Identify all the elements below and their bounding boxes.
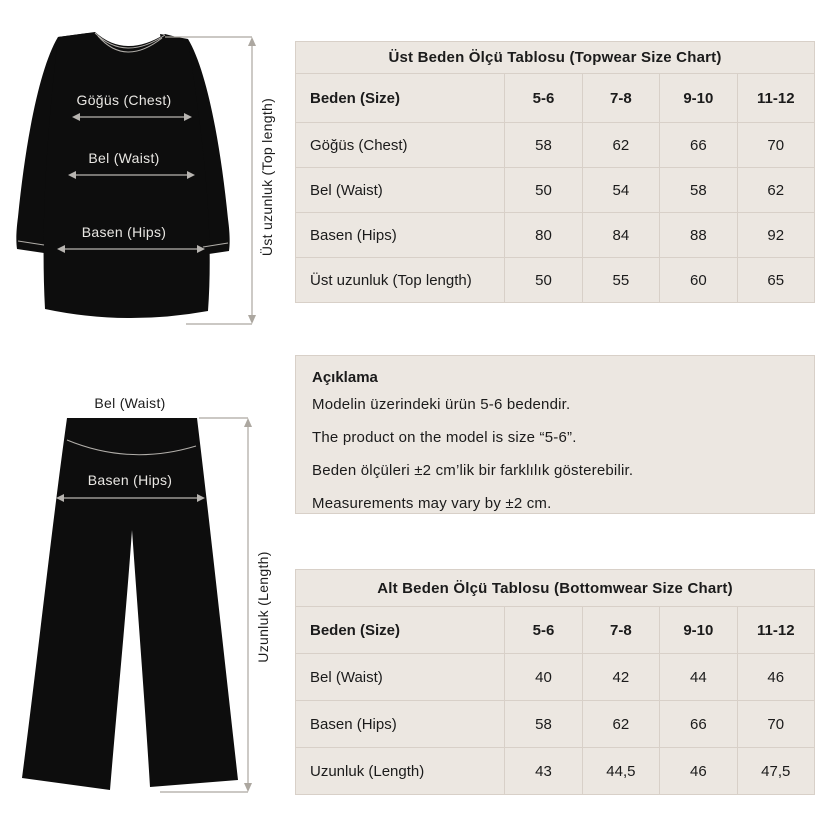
header-cell: 11-12 [737, 74, 814, 122]
value-cell: 44,5 [582, 747, 659, 794]
value-cell: 66 [659, 700, 736, 747]
value-cell: 58 [504, 122, 581, 167]
value-cell: 58 [504, 700, 581, 747]
table-grid [296, 607, 814, 794]
table-title: Üst Beden Ölçü Tablosu (Topwear Size Chart) [296, 42, 814, 74]
header-cell: 11-12 [737, 607, 814, 653]
value-cell: 46 [659, 747, 736, 794]
topwear-illustration [2, 25, 290, 340]
value-cell: 70 [737, 700, 814, 747]
hips-label: Basen (Hips) [81, 224, 167, 240]
note-line: Measurements may vary by ±2 cm. [312, 495, 552, 512]
value-cell: 54 [582, 167, 659, 212]
value-cell: 62 [582, 122, 659, 167]
value-cell: 84 [582, 212, 659, 257]
value-cell: 55 [582, 257, 659, 302]
header-cell: 5-6 [504, 607, 581, 653]
bottomwear-illustration [2, 388, 290, 813]
header-cell: 7-8 [582, 607, 659, 653]
note-box [295, 355, 815, 514]
value-cell: 44 [659, 653, 736, 700]
topwear-size-table [295, 41, 815, 303]
bottomwear-size-table [295, 569, 815, 795]
chest-label: Göğüs (Chest) [76, 92, 172, 108]
header-cell: 5-6 [504, 74, 581, 122]
row-label-cell: Basen (Hips) [296, 700, 504, 747]
row-label-cell: Basen (Hips) [296, 212, 504, 257]
row-label-cell: Üst uzunluk (Top length) [296, 257, 504, 302]
value-cell: 80 [504, 212, 581, 257]
pants-waist-label: Bel (Waist) [94, 395, 166, 411]
value-cell: 40 [504, 653, 581, 700]
row-label-cell: Bel (Waist) [296, 167, 504, 212]
value-cell: 42 [582, 653, 659, 700]
top-length-label: Üst uzunluk (Top length) [259, 97, 275, 257]
pants-hips-label: Basen (Hips) [87, 472, 173, 488]
value-cell: 47,5 [737, 747, 814, 794]
value-cell: 62 [737, 167, 814, 212]
header-cell: Beden (Size) [310, 621, 401, 639]
waist-label: Bel (Waist) [88, 150, 160, 166]
header-cell: 9-10 [659, 74, 736, 122]
value-cell: 92 [737, 212, 814, 257]
value-cell: 50 [504, 167, 581, 212]
header-cell: Beden (Size) [310, 89, 401, 107]
header-cell: 9-10 [659, 607, 736, 653]
row-label-cell: Bel (Waist) [296, 653, 504, 700]
note-line: The product on the model is size “5-6”. [312, 429, 577, 446]
value-cell: 60 [659, 257, 736, 302]
value-cell: 43 [504, 747, 581, 794]
value-cell: 62 [582, 700, 659, 747]
value-cell: 88 [659, 212, 736, 257]
note-line: Modelin üzerindeki ürün 5-6 bedendir. [312, 396, 571, 413]
value-cell: 65 [737, 257, 814, 302]
table-grid [296, 74, 814, 302]
value-cell: 58 [659, 167, 736, 212]
table-title: Alt Beden Ölçü Tablosu (Bottomwear Size Chart) [296, 570, 814, 607]
value-cell: 50 [504, 257, 581, 302]
note-title: Açıklama [312, 369, 378, 386]
note-line: Beden ölçüleri ±2 cm’lik bir farklılık gösterebilir. [312, 462, 634, 479]
pants-length-label: Uzunluk (Length) [255, 551, 271, 663]
header-cell: 7-8 [582, 74, 659, 122]
row-label-cell: Göğüs (Chest) [296, 122, 504, 167]
value-cell: 66 [659, 122, 736, 167]
value-cell: 46 [737, 653, 814, 700]
row-label-cell: Uzunluk (Length) [296, 747, 504, 794]
value-cell: 70 [737, 122, 814, 167]
